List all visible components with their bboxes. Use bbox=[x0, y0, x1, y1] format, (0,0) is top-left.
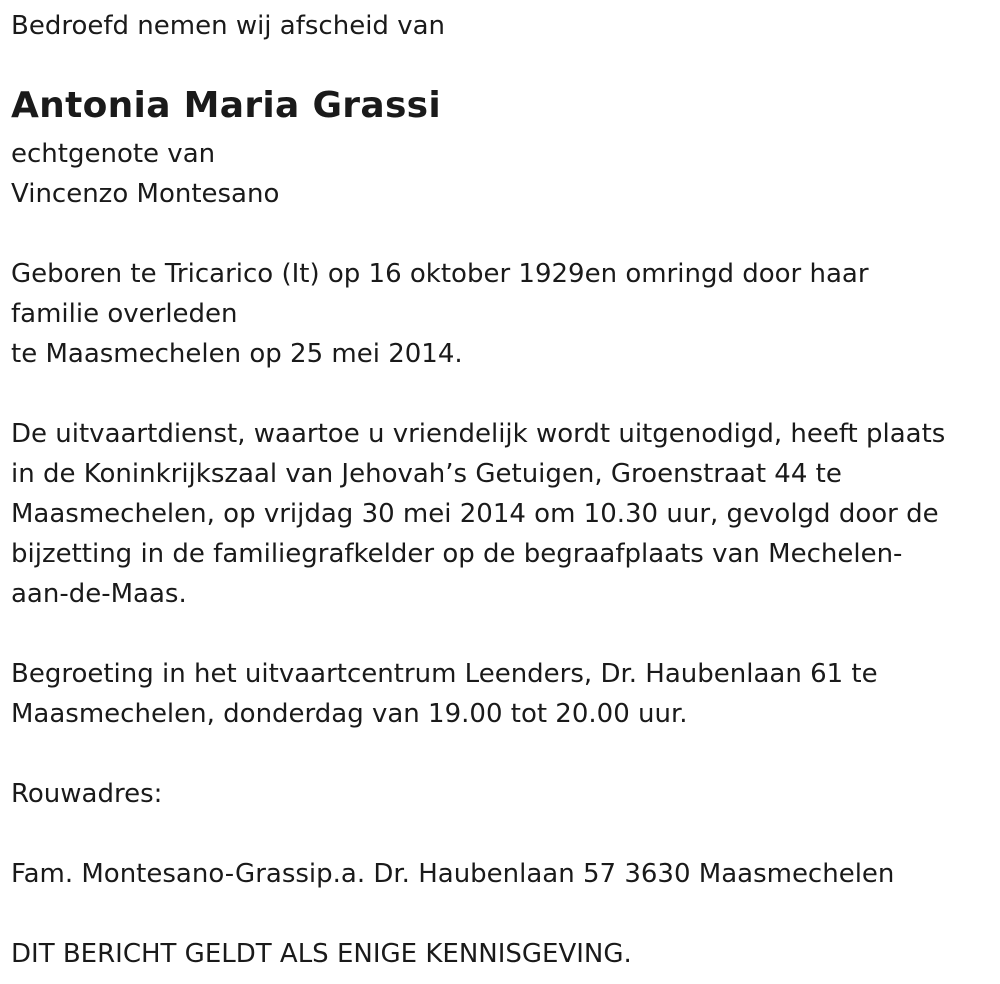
spouse-line: Vincenzo Montesano bbox=[11, 179, 280, 209]
greeting-paragraph bbox=[11, 654, 878, 734]
mourning-address: Fam. Montesano-Grassip.a. Dr. Haubenlaan 57 3630 Maasmechelen bbox=[11, 859, 895, 889]
paragraph-line: Begroeting in het uitvaartcentrum Leenders, Dr. Haubenlaan 61 te bbox=[11, 659, 878, 689]
paragraph-line: Maasmechelen, op vrijdag 30 mei 2014 om 10.30 uur, gevolgd door de bbox=[11, 499, 939, 529]
paragraph-line: Geboren te Tricarico (It) op 16 oktober 1929en omringd door haar bbox=[11, 259, 869, 289]
spouse-line: echtgenote van bbox=[11, 139, 216, 169]
paragraph-line: te Maasmechelen op 25 mei 2014. bbox=[11, 339, 463, 369]
paragraph-line: in de Koninkrijkszaal van Jehovah’s Getuigen, Groenstraat 44 te bbox=[11, 459, 842, 489]
paragraph-line: De uitvaartdienst, waartoe u vriendelijk wordt uitgenodigd, heeft plaats bbox=[11, 419, 946, 449]
birth-death-paragraph bbox=[11, 254, 869, 374]
paragraph-line: aan-de-Maas. bbox=[11, 579, 187, 609]
mourning-address-label: Rouwadres: bbox=[11, 779, 163, 809]
paragraph-line: familie overleden bbox=[11, 299, 238, 329]
spouse-block bbox=[11, 134, 279, 214]
closing-notice: DIT BERICHT GELDT ALS ENIGE KENNISGEVING. bbox=[11, 939, 632, 969]
funeral-service-paragraph bbox=[11, 414, 945, 614]
paragraph-line: Maasmechelen, donderdag van 19.00 tot 20.00 uur. bbox=[11, 699, 688, 729]
paragraph-line: bijzetting in de familiegrafkelder op de begraafplaats van Mechelen- bbox=[11, 539, 903, 569]
intro-text: Bedroefd nemen wij afscheid van bbox=[11, 11, 445, 41]
deceased-name: Antonia Maria Grassi bbox=[11, 85, 442, 126]
